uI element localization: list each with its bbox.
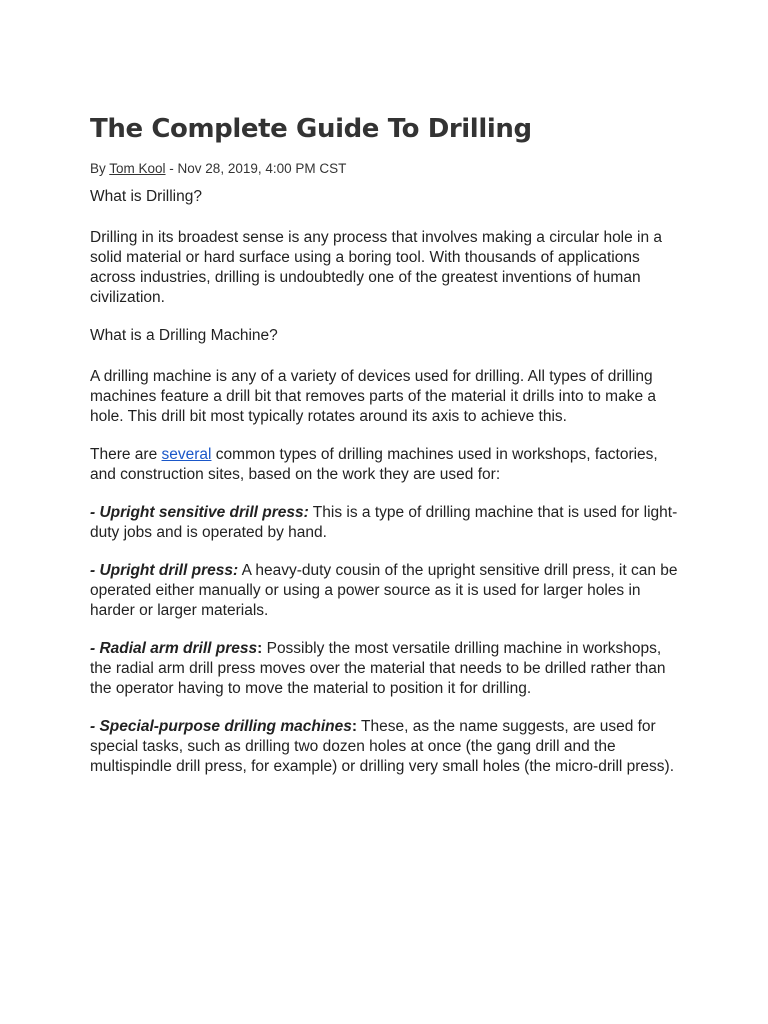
author-link[interactable]: Tom Kool [109, 161, 166, 176]
type-term: - Upright sensitive drill press: [90, 504, 309, 521]
type-upright-drill-press [90, 561, 680, 621]
types-intro-before: There are [90, 446, 162, 463]
byline-date: - Nov 28, 2019, 4:00 PM CST [165, 161, 347, 176]
type-term: - Upright drill press: [90, 562, 239, 579]
question-what-is-drilling-machine: What is a Drilling Machine? [90, 327, 278, 344]
type-term-colon: : [257, 640, 263, 657]
article-title: The Complete Guide To Drilling [90, 114, 532, 144]
paragraph-drilling-machine-definition: A drilling machine is any of a variety of devices used for drilling. All types of drilling machines feature a drill bit that removes parts of the material it drills into to make a hole. This drill bit most typically rotates around its axis to achieve this. [90, 368, 656, 425]
types-intro-after: common types of drilling machines used in workshops, factories, and construction sites, based on the work they are used for: [90, 446, 658, 483]
type-description: A heavy-duty cousin of the upright sensitive drill press, it can be operated either manually or using a power source as it is used for larger holes in harder or larger materials. [90, 562, 678, 619]
type-term: - Special-purpose drilling machines [90, 718, 352, 735]
type-description: This is a type of drilling machine that is used for light-duty jobs and is operated by hand. [90, 504, 678, 541]
type-description: Possibly the most versatile drilling machine in workshops, the radial arm drill press moves over the material that needs to be drilled rather than the operator having to move the material to position it for drilling. [90, 640, 666, 697]
byline [90, 161, 680, 177]
type-upright-sensitive-drill-press [90, 503, 680, 543]
byline-prefix: By [90, 161, 110, 176]
several-link[interactable]: several [161, 446, 212, 463]
type-special-purpose-drilling-machines [90, 717, 680, 777]
question-what-is-drilling: What is Drilling? [90, 188, 202, 205]
article [90, 112, 680, 777]
paragraph-drilling-definition: Drilling in its broadest sense is any process that involves making a circular hole in a solid material or hard surface using a boring tool. With thousands of applications across industries, drilling is undoubtedly one of the greatest inventions of human civilization. [90, 229, 663, 306]
type-term-colon: : [351, 718, 358, 735]
paragraph-types-intro [90, 445, 680, 485]
type-radial-arm-drill-press [90, 639, 680, 699]
type-description: These, as the name suggests, are used for special tasks, such as drilling two dozen holes at once (the gang drill and the multispindle drill press, for example) or drilling very small holes (the micro-drill press). [90, 718, 675, 775]
type-term: - Radial arm drill press [90, 640, 258, 657]
